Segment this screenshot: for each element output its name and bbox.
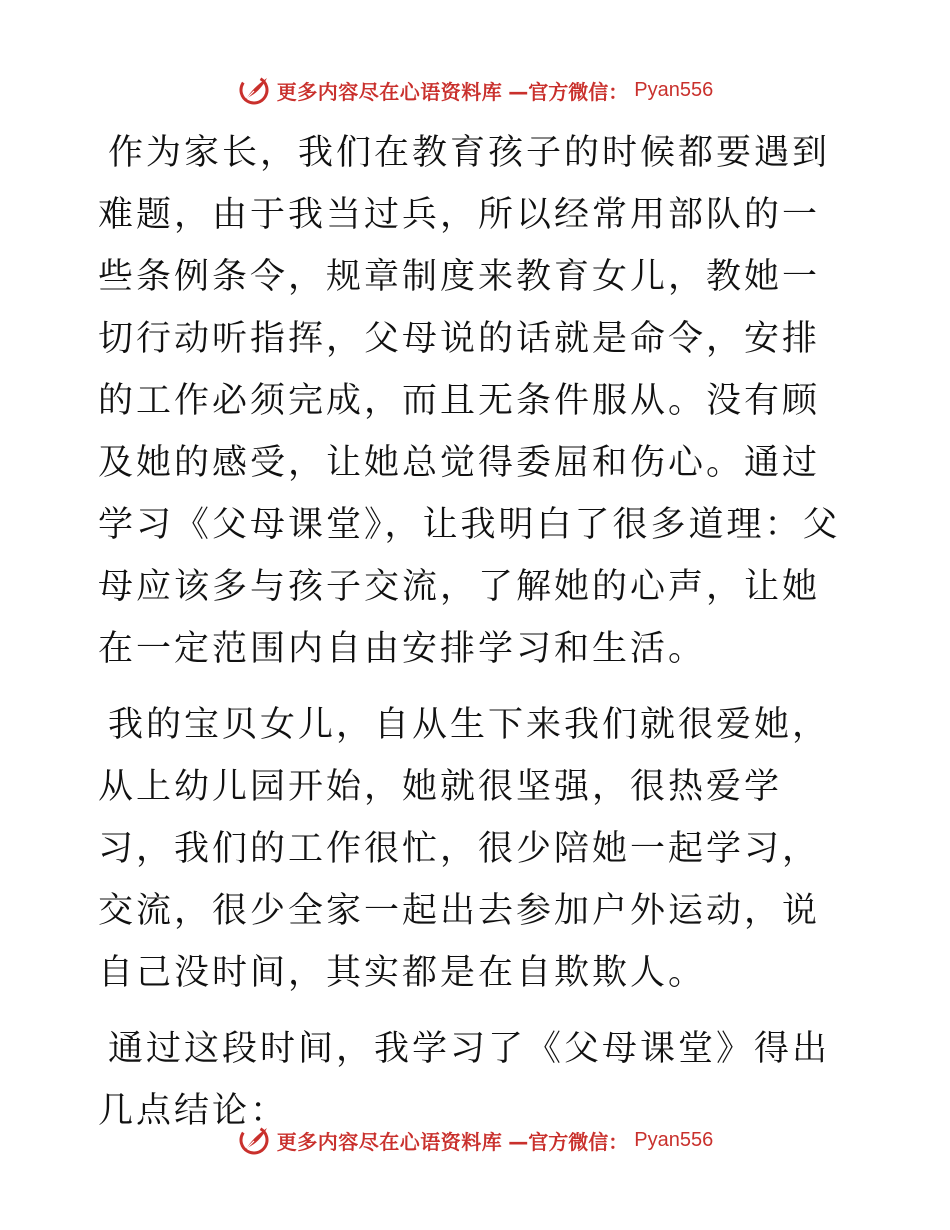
paragraph-1: 作为家长，我们在教育孩子的时候都要遇到难题，由于我当过兵，所以经常用部队的一些条例条令，规章制度来教育女儿，教她一切行动听指挥，父母说的话就是命令，安排的工作必须完成，而且无条件服从。没有顾及她的感受，让她总觉得委屈和伤心。通过学习《父母课堂》，让我明白了很多道理：父母应该多与孩子交流，了解她的心声，让她在一定范围内自由安排学习和生活。 (98, 133, 841, 669)
paragraph-2: 我的宝贝女儿，自从生下来我们就很爱她，从上幼儿园开始，她就很坚强，很热爱学习，我们的工作很忙，很少陪她一起学习，交流，很少全家一起出去参加户外运动，说自己没时间，其实都是在自欺欺人。 (98, 705, 831, 993)
watermark-wechat-id: Pyan556 (634, 1128, 714, 1151)
watermark-site-text: 更多内容尽在心语资料库 (276, 79, 503, 104)
quill-circle-icon (237, 73, 271, 107)
footer-watermark (0, 1120, 950, 1160)
watermark-wechat-label: —官方微信： (508, 1129, 629, 1154)
watermark-site-text: 更多内容尽在心语资料库 (276, 1129, 503, 1154)
header-watermark (0, 70, 950, 110)
quill-circle-icon (237, 1123, 271, 1157)
watermark-wechat-id: Pyan556 (634, 78, 714, 101)
paragraph-3: 通过这段时间，我学习了《父母课堂》得出几点结论： (98, 1029, 831, 1131)
watermark-wechat-label: —官方微信： (508, 79, 629, 104)
document-body (98, 122, 850, 1156)
